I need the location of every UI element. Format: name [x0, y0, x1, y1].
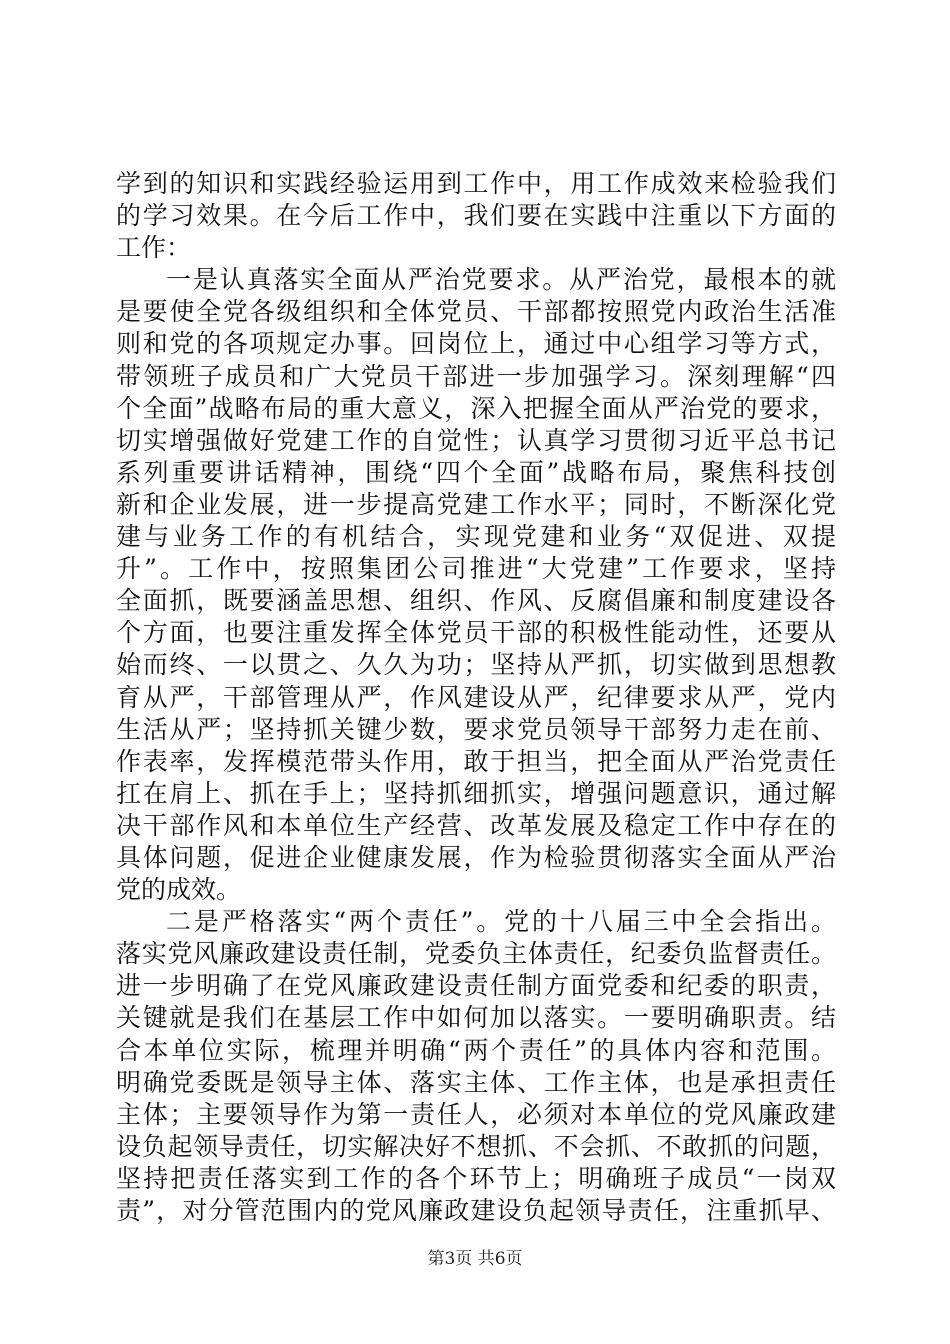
text-line: 责”，对分管范围内的党风廉政建设负起领导责任，注重抓早、 — [116, 1196, 836, 1225]
text-line: 主体；主要领导作为第一责任人，必须对本单位的党风廉政建 — [116, 1099, 836, 1129]
text-line: 具体问题，促进企业健康发展，作为检验贯彻落实全面从严治 — [116, 842, 836, 872]
text-line: 二是严格落实“两个责任”。党的十八届三中全会指出。 — [166, 907, 836, 937]
text-line: 作表率，发挥模范带头作用，敢于担当，把全面从严治党责任 — [116, 746, 836, 776]
text-line: 合本单位实际，梳理并明确“两个责任”的具体内容和范围。 — [116, 1035, 836, 1065]
text-line: 升”。工作中，按照集团公司推进“大党建”工作要求，坚持 — [116, 554, 836, 584]
text-line: 建与业务工作的有机结合，实现党建和业务“双促进、双提 — [116, 522, 836, 552]
text-line: 明确党委既是领导主体、落实主体、工作主体，也是承担责任 — [116, 1067, 836, 1097]
text-line: 进一步明确了在党风廉政建设责任制方面党委和纪委的职责， — [116, 971, 836, 1001]
text-line: 设负起领导责任，切实解决好不想抓、不会抓、不敢抓的问题， — [116, 1131, 836, 1161]
text-line: 生活从严；坚持抓关键少数，要求党员领导干部努力走在前、 — [116, 714, 836, 744]
text-line: 关键就是我们在基层工作中如何加以落实。一要明确职责。结 — [116, 1003, 836, 1033]
text-line: 切实增强做好党建工作的自觉性；认真学习贯彻习近平总书记 — [116, 425, 836, 455]
text-line: 坚持把责任落实到工作的各个环节上；明确班子成员“一岗双 — [116, 1163, 836, 1193]
body-text — [116, 168, 836, 1227]
text-line: 扛在肩上、抓在手上；坚持抓细抓实，增强问题意识，通过解 — [116, 778, 836, 808]
text-line: 一是认真落实全面从严治党要求。从严治党，最根本的就 — [166, 265, 836, 295]
text-line: 全面抓，既要涵盖思想、组织、作风、反腐倡廉和制度建设各 — [116, 586, 836, 616]
text-line: 是要使全党各级组织和全体党员、干部都按照党内政治生活准 — [116, 297, 836, 327]
page-footer: 第3页 共6页 — [427, 1249, 523, 1269]
text-line: 新和企业发展，进一步提高党建工作水平；同时，不断深化党 — [116, 489, 836, 519]
text-line: 带领班子成员和广大党员干部进一步加强学习。深刻理解“四 — [116, 361, 836, 391]
text-line: 的学习效果。在今后工作中，我们要在实践中注重以下方面的 — [116, 201, 836, 231]
text-line: 决干部作风和本单位生产经营、改革发展及稳定工作中存在的 — [116, 810, 836, 840]
text-line: 学到的知识和实践经验运用到工作中，用工作成效来检验我们 — [116, 169, 836, 198]
text-line: 党的成效。 — [116, 875, 242, 905]
text-line: 落实党风廉政建设责任制，党委负主体责任，纪委负监督责任。 — [116, 939, 836, 969]
text-line: 系列重要讲话精神，围绕“四个全面”战略布局，聚焦科技创 — [116, 457, 836, 487]
text-line: 始而终、一以贯之、久久为功；坚持从严抓，切实做到思想教 — [116, 650, 836, 680]
text-line: 育从严，干部管理从严，作风建设从严，纪律要求从严，党内 — [116, 682, 836, 712]
text-line: 个全面”战略布局的重大意义，深入把握全面从严治党的要求， — [116, 393, 836, 423]
text-line: 工作： — [116, 233, 192, 263]
text-line: 则和党的各项规定办事。回岗位上，通过中心组学习等方式， — [116, 329, 836, 359]
text-line: 个方面，也要注重发挥全体党员干部的积极性能动性，还要从 — [116, 618, 836, 648]
